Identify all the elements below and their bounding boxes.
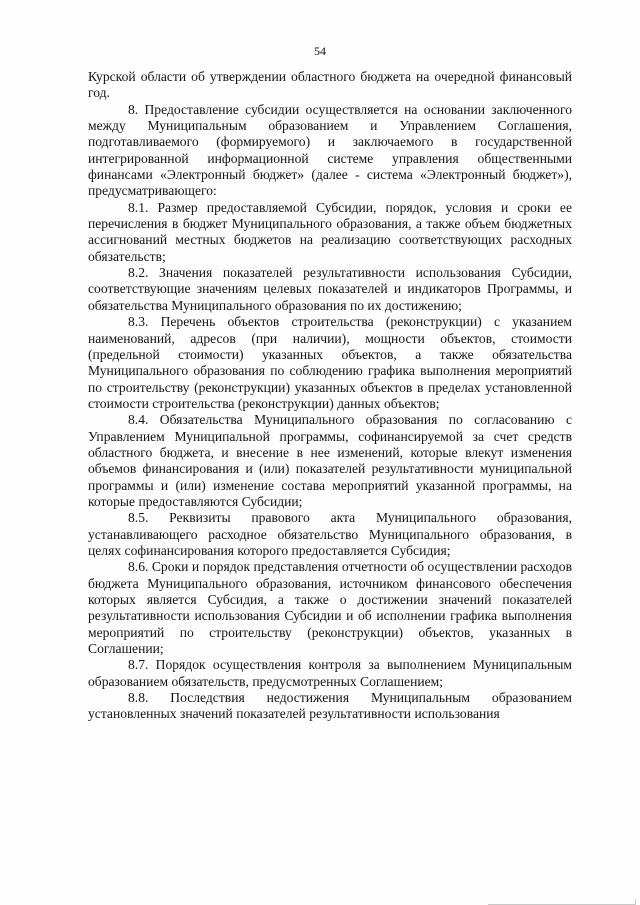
paragraph-continuation: Курской области об утверждении областного бюджета на очередной финансовый год. — [88, 69, 572, 101]
paragraph-item-8-2: 8.2. Значения показателей результативности использования Субсидии, соответствующие значениям целевых показателей и индикаторов Программы, и обязательства Муниципального образования по их достижению; — [88, 265, 572, 313]
document-body — [88, 69, 572, 723]
paragraph-item-8-4: 8.4. Обязательства Муниципального образования по согласованию с Управлением Муниципальной программы, софинансируемой за счет средств областного бюджета, и внесение в нее изменений, которые влекут изменения объемов финансирования и (или) показателей результативности муниципальной программы и (или) изменение состава мероприятий указанной программы, на которые предоставляются Субсидии; — [88, 412, 572, 509]
paragraph-item-8-5: 8.5. Реквизиты правового акта Муниципального образования, устанавливающего расходное обязательство Муниципального образования, в целях софинансирования которого предоставляется Субсидия; — [88, 510, 572, 558]
paragraph-item-8-7: 8.7. Порядок осуществления контроля за выполнением Муниципальным образованием обязательств, предусмотренных Соглашением; — [88, 657, 572, 689]
paragraph-item-8-8: 8.8. Последствия недостижения Муниципальным образованием установленных значений показателей результативности использования — [88, 690, 572, 722]
page-number: 54 — [314, 44, 326, 58]
paragraph-item-8-1: 8.1. Размер предоставляемой Субсидии, порядок, условия и сроки ее перечисления в бюджет Муниципального образования, а также объем бюджетных ассигнований местных бюджетов на реализацию соответствующих расходных обязательств; — [88, 199, 572, 264]
paragraph-item-8: 8. Предоставление субсидии осуществляется на основании заключенного между Муниципальным образованием и Управлением Соглашения, подготавливаемого (формируемого) и заключаемого в государственной интегрированной информационной системе управления общественными финансами «Электронный бюджет» (далее - система «Электронный бюджет»), предусматривающего: — [88, 101, 572, 199]
paragraph-item-8-3: 8.3. Перечень объектов строительства (реконструкции) с указанием наименований, адресов (при наличии), мощности объектов, стоимости (предельной стоимости) указанных объектов, а также обязательства Муниципального образования по соблюдению графика выполнения мероприятий по строительству (реконструкции) указанных объектов в пределах установленной стоимости строительства (реконструкции) данных объектов; — [88, 314, 572, 411]
scan-edge-tick — [635, 899, 636, 905]
paragraph-item-8-6: 8.6. Сроки и порядок представления отчетности об осуществлении расходов бюджета Муниципального образования, источником финансового обеспечения которых является Субсидия, а также о достижении значений показателей результативности использования Субсидии и об исполнении графика выполнения мероприятий по строительству (реконструкции) объектов, указанных в Соглашении; — [88, 559, 572, 657]
